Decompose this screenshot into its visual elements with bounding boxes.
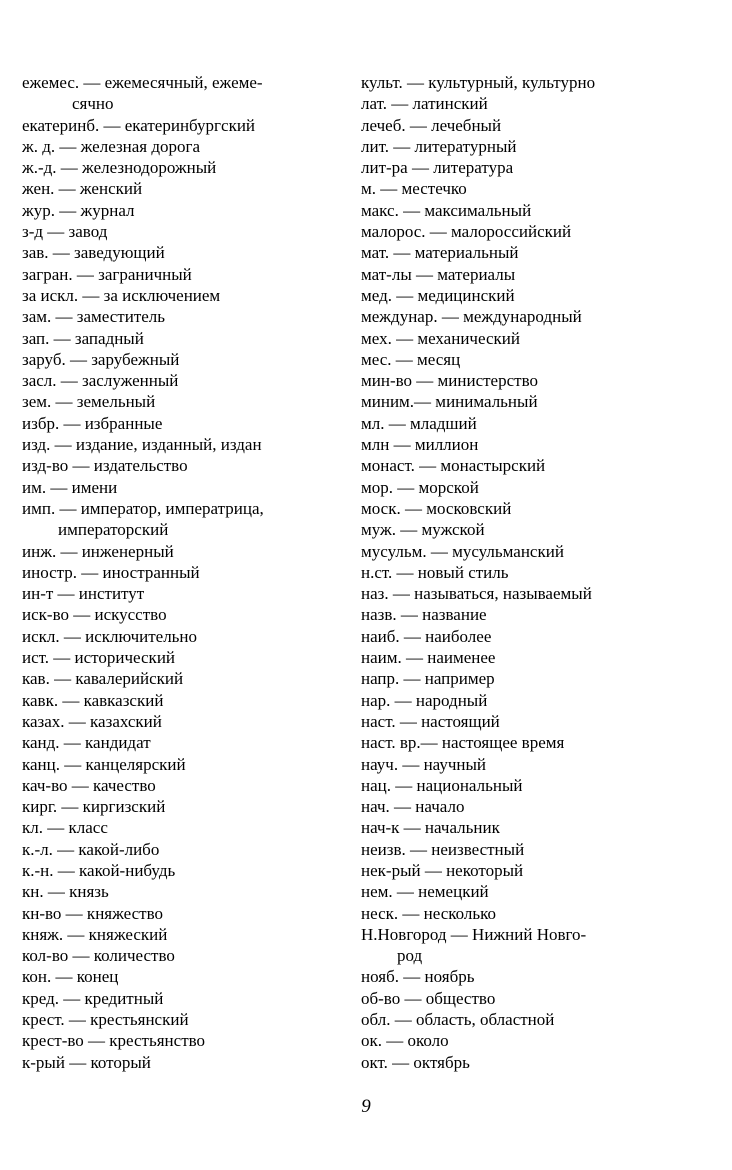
entry-text: ок. — около bbox=[361, 1031, 449, 1051]
abbreviation-entry bbox=[361, 839, 681, 860]
entry-text: мл. — младший bbox=[361, 413, 477, 433]
abbreviation-entry bbox=[22, 1052, 354, 1073]
entry-text: наим. — наименее bbox=[361, 648, 496, 668]
abbreviation-entry bbox=[361, 413, 681, 434]
entry-text: мор. — морской bbox=[361, 477, 479, 497]
entry-text: окт. — октябрь bbox=[361, 1052, 470, 1072]
entry-text: н.ст. — новый стиль bbox=[361, 562, 509, 582]
abbreviation-entry bbox=[22, 924, 354, 945]
entry-text: междунар. — международный bbox=[361, 307, 582, 327]
abbreviation-entry bbox=[22, 732, 354, 753]
entry-text: нем. — немецкий bbox=[361, 882, 489, 902]
entry-continuation: род bbox=[397, 946, 423, 966]
entry-text: канц. — канцелярский bbox=[22, 754, 186, 774]
entry-text: нояб. — ноябрь bbox=[361, 967, 475, 987]
entry-text: мес. — месяц bbox=[361, 349, 461, 369]
abbreviation-entry bbox=[22, 583, 354, 604]
entry-text: Н.Новгород — Нижний Новго- bbox=[361, 924, 587, 944]
entry-text: обл. — область, областной bbox=[361, 1010, 555, 1030]
abbreviation-entry bbox=[361, 434, 681, 455]
abbreviation-entry bbox=[361, 775, 681, 796]
entry-text: миним.— минимальный bbox=[361, 392, 538, 412]
abbreviation-entry bbox=[22, 434, 354, 455]
entry-text: к-рый — который bbox=[22, 1052, 151, 1072]
abbreviation-entry bbox=[361, 796, 681, 817]
entry-text: заруб. — зарубежный bbox=[22, 349, 180, 369]
abbreviation-entry bbox=[22, 221, 354, 242]
entry-text: крест-во — крестьянство bbox=[22, 1031, 206, 1051]
right-column bbox=[361, 72, 681, 1073]
abbreviation-entry bbox=[22, 796, 354, 817]
abbreviation-entry bbox=[22, 136, 354, 157]
entry-text: моск. — московский bbox=[361, 498, 512, 518]
entry-text: м. — местечко bbox=[361, 179, 467, 199]
abbreviation-entry bbox=[22, 668, 354, 689]
abbreviation-entry bbox=[361, 690, 681, 711]
abbreviation-entry bbox=[22, 349, 354, 370]
abbreviation-entry bbox=[22, 157, 354, 178]
entry-text: ежемес. — ежемесячный, ежеме- bbox=[22, 73, 263, 92]
abbreviation-entry bbox=[361, 349, 681, 370]
entry-continuation: сячно bbox=[72, 94, 114, 114]
entry-text: кав. — кавалерийский bbox=[22, 669, 184, 689]
entry-text: искл. — исключительно bbox=[22, 626, 198, 646]
entry-text: напр. — например bbox=[361, 669, 495, 689]
abbreviation-entry bbox=[22, 881, 354, 902]
abbreviation-entry bbox=[361, 221, 681, 242]
entry-text: з-д — завод bbox=[22, 222, 108, 242]
abbreviation-entry bbox=[361, 200, 681, 221]
abbreviation-entry bbox=[361, 924, 681, 967]
abbreviation-entry bbox=[361, 157, 681, 178]
abbreviation-entry bbox=[22, 754, 354, 775]
entry-text: нац. — национальный bbox=[361, 775, 523, 795]
entry-text: загран. — заграничный bbox=[22, 264, 192, 284]
entry-text: мат-лы — материалы bbox=[361, 264, 516, 284]
entry-text: кн-во — княжество bbox=[22, 903, 163, 923]
abbreviation-entry bbox=[361, 626, 681, 647]
entry-text: лит. — литературный bbox=[361, 136, 517, 156]
abbreviation-entry bbox=[361, 583, 681, 604]
abbreviation-entry bbox=[361, 519, 681, 540]
abbreviation-entry bbox=[361, 817, 681, 838]
entry-text: изд-во — издательство bbox=[22, 456, 188, 476]
abbreviation-entry bbox=[361, 72, 681, 93]
abbreviation-entry bbox=[361, 136, 681, 157]
entry-text: кирг. — киргизский bbox=[22, 797, 166, 817]
abbreviation-entry bbox=[22, 966, 354, 987]
abbreviation-entry bbox=[22, 604, 354, 625]
entry-text: кавк. — кавказский bbox=[22, 690, 164, 710]
abbreviation-entry bbox=[361, 370, 681, 391]
entry-text: канд. — кандидат bbox=[22, 733, 151, 753]
abbreviation-entry bbox=[22, 498, 354, 541]
entry-text: нар. — народный bbox=[361, 690, 488, 710]
abbreviation-entry bbox=[22, 839, 354, 860]
entry-text: казах. — казахский bbox=[22, 711, 162, 731]
entry-text: княж. — княжеский bbox=[22, 924, 168, 944]
entry-text: малорос. — малороссийский bbox=[361, 222, 572, 242]
entry-text: зав. — заведующий bbox=[22, 243, 165, 263]
entry-text: к.-н. — какой-нибудь bbox=[22, 860, 176, 880]
abbreviation-entry bbox=[361, 264, 681, 285]
abbreviation-entry bbox=[361, 668, 681, 689]
entry-text: мат. — материальный bbox=[361, 243, 519, 263]
entry-text: кл. — класс bbox=[22, 818, 108, 838]
entry-text: науч. — научный bbox=[361, 754, 487, 774]
abbreviation-entry bbox=[361, 903, 681, 924]
abbreviation-entry bbox=[22, 285, 354, 306]
abbreviation-entry bbox=[361, 1009, 681, 1030]
entry-text: нач. — начало bbox=[361, 797, 465, 817]
entry-text: иск-во — искусство bbox=[22, 605, 167, 625]
entry-text: мех. — механический bbox=[361, 328, 520, 348]
abbreviation-entry bbox=[361, 988, 681, 1009]
abbreviation-entry bbox=[361, 562, 681, 583]
abbreviation-entry bbox=[22, 477, 354, 498]
abbreviation-entry bbox=[361, 115, 681, 136]
entry-text: жен. — женский bbox=[22, 179, 143, 199]
entry-text: за искл. — за исключением bbox=[22, 285, 221, 305]
abbreviation-entry bbox=[361, 604, 681, 625]
entry-text: мед. — медицинский bbox=[361, 285, 515, 305]
abbreviation-entry bbox=[361, 1030, 681, 1051]
abbreviation-entry bbox=[361, 541, 681, 562]
entry-text: к.-л. — какой-либо bbox=[22, 839, 160, 859]
entry-text: им. — имени bbox=[22, 477, 118, 497]
entry-continuation: императорский bbox=[58, 520, 169, 540]
entry-text: зап. — западный bbox=[22, 328, 144, 348]
entry-text: ж.-д. — железнодорожный bbox=[22, 158, 217, 178]
entry-text: нач-к — начальник bbox=[361, 818, 500, 838]
entry-text: кон. — конец bbox=[22, 967, 119, 987]
abbreviation-entry bbox=[361, 242, 681, 263]
abbreviation-entry bbox=[22, 988, 354, 1009]
entry-text: кн. — князь bbox=[22, 882, 109, 902]
entry-text: имп. — император, императрица, bbox=[22, 498, 264, 518]
entry-text: ин-т — институт bbox=[22, 584, 145, 604]
abbreviation-entry bbox=[361, 498, 681, 519]
abbreviation-entry bbox=[22, 455, 354, 476]
abbreviation-entry bbox=[22, 1009, 354, 1030]
abbreviation-entry bbox=[22, 242, 354, 263]
abbreviation-entry bbox=[361, 647, 681, 668]
entry-text: назв. — название bbox=[361, 605, 487, 625]
entry-text: засл. — заслуженный bbox=[22, 371, 179, 391]
entry-text: лечеб. — лечебный bbox=[361, 115, 502, 135]
left-column bbox=[22, 72, 354, 1073]
entry-text: неск. — несколько bbox=[361, 903, 497, 923]
abbreviation-entry bbox=[22, 1030, 354, 1051]
entry-text: муж. — мужской bbox=[361, 520, 485, 540]
abbreviation-entry bbox=[361, 93, 681, 114]
abbreviation-entry bbox=[22, 306, 354, 327]
abbreviation-entry bbox=[22, 391, 354, 412]
entry-text: избр. — избранные bbox=[22, 413, 163, 433]
abbreviation-entry bbox=[22, 200, 354, 221]
entry-text: млн — миллион bbox=[361, 435, 479, 455]
abbreviation-entry bbox=[22, 860, 354, 881]
abbreviation-entry bbox=[22, 945, 354, 966]
abbreviation-entry bbox=[22, 562, 354, 583]
abbreviation-entry bbox=[22, 328, 354, 349]
abbreviation-entry bbox=[361, 455, 681, 476]
entry-text: лат. — латинский bbox=[361, 94, 488, 114]
entry-text: кач-во — качество bbox=[22, 775, 156, 795]
abbreviation-entry bbox=[22, 775, 354, 796]
abbreviation-entry bbox=[361, 966, 681, 987]
entry-text: иностр. — иностранный bbox=[22, 562, 200, 582]
abbreviation-entry bbox=[22, 647, 354, 668]
entry-text: неизв. — неизвестный bbox=[361, 839, 525, 859]
abbreviation-entry bbox=[22, 903, 354, 924]
abbreviation-entry bbox=[22, 413, 354, 434]
entry-text: макс. — максимальный bbox=[361, 200, 532, 220]
abbreviation-entry bbox=[361, 860, 681, 881]
entry-text: зам. — заместитель bbox=[22, 307, 166, 327]
abbreviation-entry bbox=[361, 1052, 681, 1073]
entry-text: мусульм. — мусульманский bbox=[361, 541, 564, 561]
entry-text: ж. д. — железная дорога bbox=[22, 136, 201, 156]
entry-text: лит-ра — литература bbox=[361, 158, 514, 178]
abbreviation-entry bbox=[361, 711, 681, 732]
entry-text: культ. — культурный, культурно bbox=[361, 73, 596, 92]
abbreviation-entry bbox=[22, 690, 354, 711]
entry-text: наиб. — наиболее bbox=[361, 626, 492, 646]
abbreviation-entry bbox=[22, 626, 354, 647]
abbreviation-entry bbox=[361, 285, 681, 306]
entry-text: нек-рый — некоторый bbox=[361, 860, 524, 880]
entry-text: кол-во — количество bbox=[22, 946, 175, 966]
entry-text: наст. вр.— настоящее время bbox=[361, 733, 565, 753]
abbreviation-entry bbox=[361, 477, 681, 498]
abbreviation-entry bbox=[361, 178, 681, 199]
abbreviation-entry bbox=[361, 306, 681, 327]
abbreviation-entry bbox=[361, 328, 681, 349]
abbreviation-entry bbox=[22, 115, 354, 136]
abbreviation-entry bbox=[361, 732, 681, 753]
abbreviation-entry bbox=[22, 178, 354, 199]
abbreviation-entry bbox=[22, 370, 354, 391]
entry-text: жур. — журнал bbox=[22, 200, 135, 220]
abbreviation-entry bbox=[361, 391, 681, 412]
abbreviation-entry bbox=[361, 881, 681, 902]
abbreviation-entry bbox=[361, 754, 681, 775]
entry-text: инж. — инженерный bbox=[22, 541, 174, 561]
entry-text: наст. — настоящий bbox=[361, 711, 500, 731]
abbreviation-entry bbox=[22, 817, 354, 838]
entry-text: зем. — земельный bbox=[22, 392, 156, 412]
entry-text: монаст. — монастырский bbox=[361, 456, 546, 476]
entry-text: кред. — кредитный bbox=[22, 988, 164, 1008]
abbreviation-entry bbox=[22, 711, 354, 732]
abbreviation-entry bbox=[22, 264, 354, 285]
abbreviation-entry bbox=[22, 72, 354, 115]
entry-text: ист. — исторический bbox=[22, 648, 176, 668]
entry-text: екатеринб. — екатеринбургский bbox=[22, 115, 256, 135]
entry-text: об-во — общество bbox=[361, 988, 496, 1008]
entry-text: мин-во — министерство bbox=[361, 371, 538, 391]
entry-text: изд. — издание, изданный, издан bbox=[22, 435, 262, 455]
entry-text: крест. — крестьянский bbox=[22, 1010, 189, 1030]
abbreviation-entry bbox=[22, 541, 354, 562]
page-number: 9 bbox=[361, 1096, 371, 1117]
entry-text: наз. — называться, называемый bbox=[361, 584, 592, 604]
